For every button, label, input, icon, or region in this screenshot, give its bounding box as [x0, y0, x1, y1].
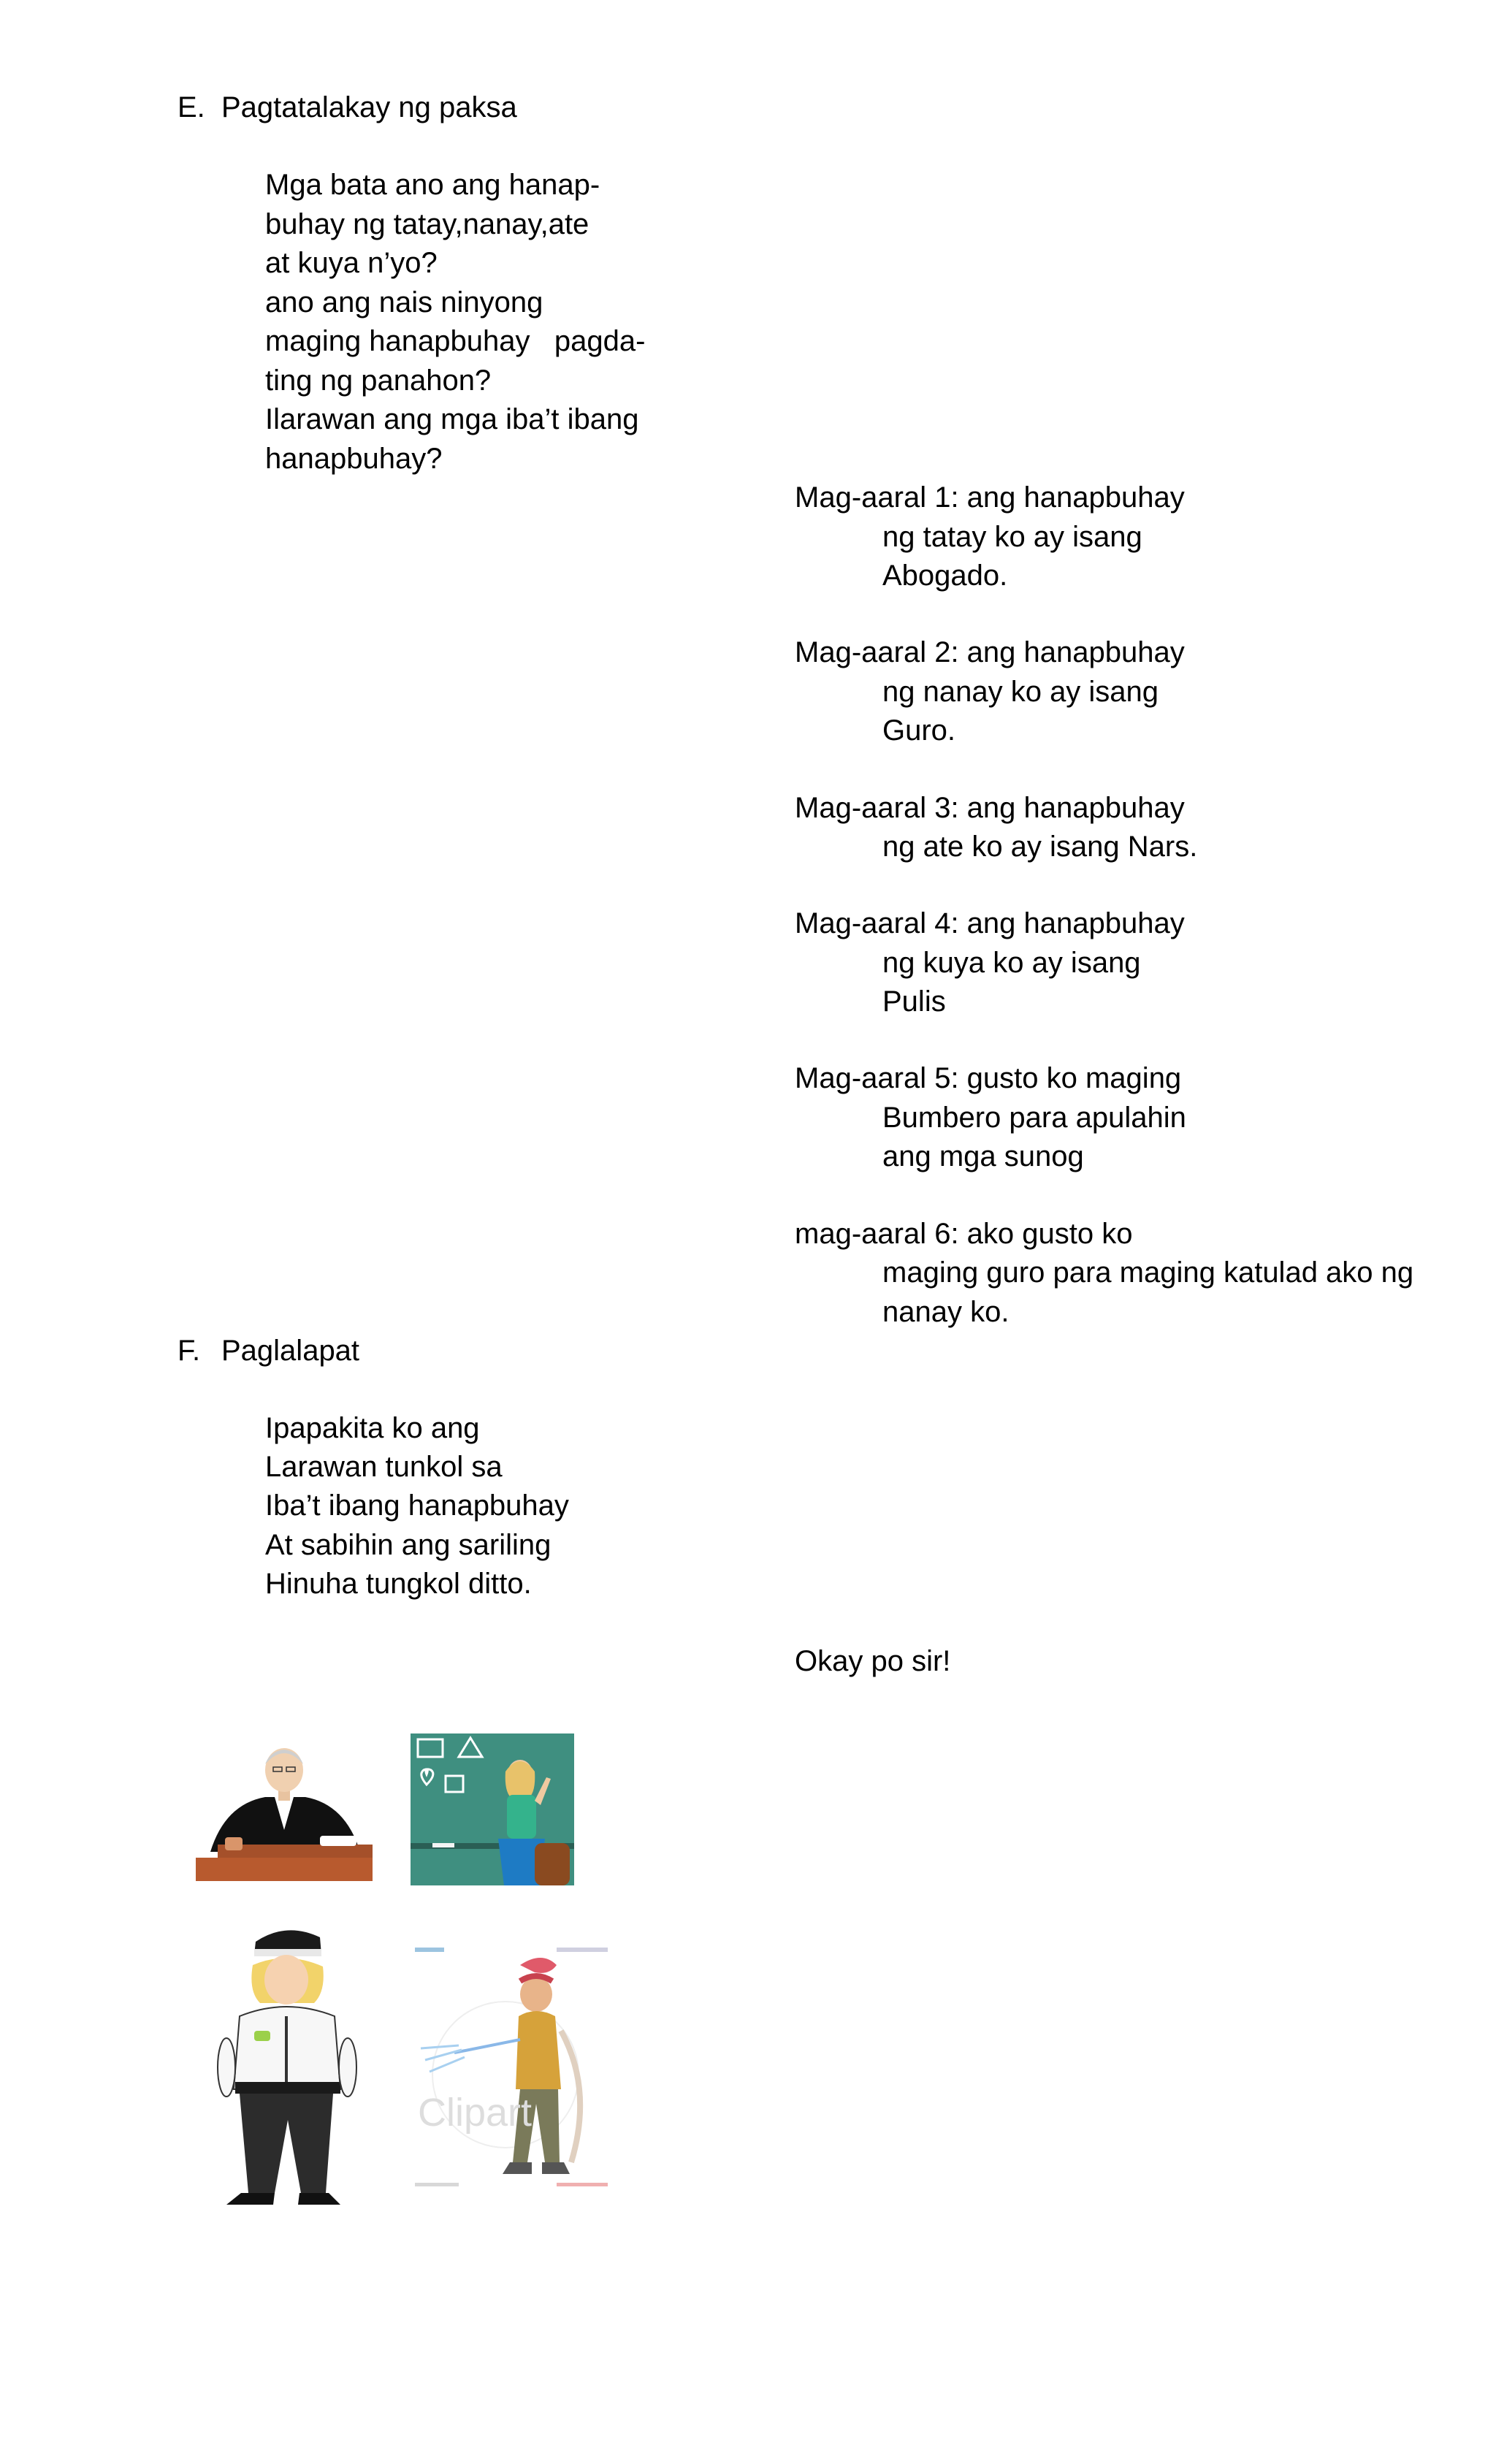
teacher-line: at kuya n’yo? — [265, 247, 438, 279]
teacher-line: buhay ng tatay,nanay,ate — [265, 208, 589, 240]
student-1-line: Mag-aaral 1: ang hanapbuhay — [795, 481, 1185, 514]
student-5-line: Mag-aaral 5: gusto ko maging — [795, 1062, 1182, 1094]
judge-icon — [196, 1735, 373, 1881]
teacher-line: ting ng panahon? — [265, 365, 492, 397]
student-6-line: maging guro para maging katulad ako ng — [882, 1256, 1414, 1289]
section-e-heading — [178, 88, 517, 127]
teacher-line: Hinuha tungkol ditto. — [265, 1568, 532, 1600]
teacher-image — [411, 1733, 574, 1885]
police-image — [197, 1921, 376, 2206]
student-1-line: Abogado. — [882, 560, 1008, 592]
student-6-line: mag-aaral 6: ako gusto ko — [795, 1218, 1133, 1250]
student-3-line: Mag-aaral 3: ang hanapbuhay — [795, 792, 1185, 824]
teacher-line: At sabihin ang sariling — [265, 1529, 552, 1561]
teacher-icon — [411, 1733, 574, 1885]
watermark-text: Clipart — [418, 2091, 533, 2135]
firefighter-icon — [411, 1943, 614, 2192]
teacher-line: ano ang nais ninyong — [265, 286, 543, 319]
student-1-line: ng tatay ko ay isang — [882, 521, 1142, 553]
student-4-line: ng kuya ko ay isang — [882, 947, 1141, 979]
section-f-heading — [178, 1331, 359, 1370]
teacher-line: Iba’t ibang hanapbuhay — [265, 1490, 569, 1522]
section-f-letter: F. — [178, 1335, 201, 1367]
student-4-line: Pulis — [882, 985, 946, 1018]
teacher-line: hanapbuhay? — [265, 443, 443, 475]
student-5-line: ang mga sunog — [882, 1140, 1084, 1172]
teacher-line: Larawan tunkol sa — [265, 1451, 503, 1483]
judge-image — [196, 1735, 373, 1881]
student-2-line: Mag-aaral 2: ang hanapbuhay — [795, 636, 1185, 668]
teacher-line: Ipapakita ko ang — [265, 1412, 480, 1444]
student-6-line: nanay ko. — [882, 1296, 1010, 1328]
police-icon — [197, 1921, 376, 2206]
teacher-line: Mga bata ano ang hanap- — [265, 169, 600, 201]
student-2-line: Guro. — [882, 714, 956, 747]
teacher-line: Ilarawan ang mga iba’t ibang — [265, 403, 639, 435]
student-reply: Okay po sir! — [795, 1645, 951, 1677]
section-e-title: Pagtatalakay ng paksa — [221, 91, 517, 123]
section-f-title: Paglalapat — [221, 1335, 360, 1367]
section-e-letter: E. — [178, 91, 205, 123]
student-4-line: Mag-aaral 4: ang hanapbuhay — [795, 907, 1185, 939]
student-5-line: Bumbero para apulahin — [882, 1102, 1186, 1134]
student-2-line: ng nanay ko ay isang — [882, 676, 1159, 708]
teacher-line: maging hanapbuhay pagda- — [265, 325, 646, 357]
firefighter-image — [411, 1943, 614, 2192]
student-3-line: ng ate ko ay isang Nars. — [882, 831, 1198, 863]
